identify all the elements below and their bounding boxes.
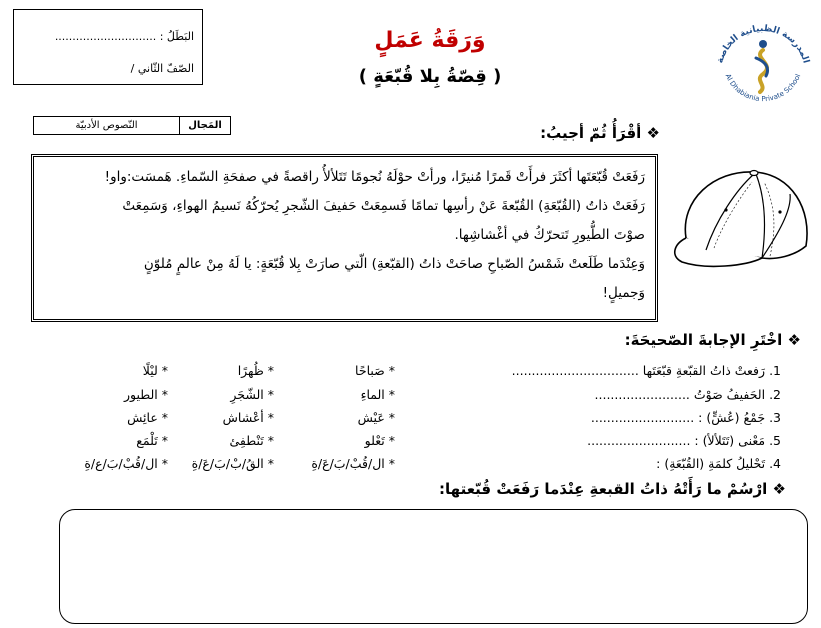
question-number: 4. — [769, 456, 781, 471]
question-text[interactable]: مَعْنى (تَتَلألأ) : .......................... — [587, 433, 766, 448]
answer-option[interactable]: * تَنْطفِئ — [229, 433, 274, 448]
answer-option[interactable]: * ظُهرًا — [237, 363, 274, 378]
question-text[interactable]: تَحْليلُ كلمَةِ (القُبّعَةِ) : — [656, 456, 766, 471]
section-read-heading — [540, 124, 660, 142]
question-number: 2. — [769, 387, 781, 402]
story-line: وَجميلٍ! — [602, 285, 645, 301]
answer-option[interactable]: * الطيور — [123, 387, 168, 402]
story-line: وَعِنْدَما طَلَعتْ شَمْسُ الصّباحِ صاحَتْ ذاتُ (القبّعةِ) الّتي صارَتْ بِلا قُبّعَةٍ: يا لَهُ مِنْ عالمٍ مُلوّنٍ — [143, 256, 645, 272]
answer-option[interactable]: * ال/قُبْ/بَ/عَ/ةِ — [311, 456, 395, 471]
section-read-title: أقْرَأُ ثُمّ أجيبُ: — [540, 124, 642, 142]
question-number: 1. — [769, 363, 781, 378]
cap-illustration — [666, 160, 818, 280]
question-text[interactable]: الحَفيفُ صَوْتُ ........................ — [594, 387, 766, 402]
answer-option[interactable]: * عَيْش — [357, 410, 395, 425]
story-text-box — [31, 154, 658, 322]
class-field[interactable]: الصّفّ الثّاني / — [130, 62, 194, 75]
answer-option[interactable]: * ليْلًا — [142, 363, 168, 378]
answer-option[interactable]: * الماءِ — [360, 387, 395, 402]
question-row — [512, 363, 781, 385]
answer-option[interactable]: * تَعْلو — [364, 433, 395, 448]
story-line: رَفَعَتْ ذاتُ (القُبّعَةِ) القُبّعةَ عَنْ رأسِها تمامًا فَسمِعَتْ حَفيفَ الشّجرِ يُحرّكُهُ نَسيمُ الهواءِ، وَسَمِعَتْ — [122, 198, 645, 214]
cap-icon — [666, 160, 818, 280]
question-text[interactable]: رَفعتْ ذاتُ القبّعةِ قبّعَتَها ................................ — [511, 363, 766, 378]
section-draw-title: ارْسُمْ ما رَأَتْهُ ذاتُ القبعةِ عِنْدَما رَفَعَتْ قُبّعتها: — [439, 480, 768, 498]
school-logo — [708, 6, 818, 116]
diamond-bullet-icon: ❖ — [646, 124, 660, 142]
question-number: 5. — [769, 433, 781, 448]
question-row — [595, 387, 781, 409]
section-choose-title: اخْتَرِ الإجابةَ الصّحيحَةَ: — [624, 331, 783, 349]
question-number: 3. — [769, 410, 781, 425]
section-choose-heading — [625, 331, 801, 349]
logo-text-arabic: المدرسة الظبيانية الخاصة — [715, 23, 811, 65]
story-line: صوْتَ الطُّيورِ تَتحرّكُ في أغْشاشِها. — [454, 227, 645, 243]
answer-option[interactable]: * ال/قُبْ/بَ/ع/ةِ — [84, 456, 168, 471]
question-text[interactable]: جَمْعُ (عُشٍّ) : .......................... — [590, 410, 766, 425]
section-draw-heading — [439, 480, 786, 498]
page-subtitle: ( قِصّةُ بِلا قُبّعَةٍ ) — [358, 66, 502, 87]
story-line: رَفَعَتْ قُبّعَتَها أكثَرَ فرأَتْ قَمرًا مُنيرًا، ورأتْ حوْلَهُ نُجومًا تَتَلألأُ راقصةً في صفحَةِ السّماءِ. هَمسَت:واو! — [104, 169, 645, 185]
school-logo-icon — [708, 6, 818, 116]
question-row — [591, 410, 781, 432]
student-info-box — [13, 9, 203, 85]
hero-name-field[interactable]: البَطَلُ : ............................. — [54, 30, 194, 43]
answer-option[interactable]: * الشّجَرِ — [230, 387, 274, 402]
answer-option[interactable]: * أعْشاش — [222, 410, 274, 425]
field-value: النّصوص الأدبيّة — [75, 120, 138, 131]
diamond-bullet-icon: ❖ — [787, 331, 801, 349]
drawing-area[interactable] — [59, 509, 808, 624]
diamond-bullet-icon: ❖ — [772, 480, 786, 498]
logo-text-english: Al Dhabiania Private School — [723, 72, 803, 104]
answer-option[interactable]: * القُ/بْ/بَ/عَ/ةِ — [191, 456, 274, 471]
question-row — [587, 433, 781, 455]
question-row — [656, 456, 781, 478]
page-title: وَرَقَةُ عَمَلٍ — [374, 28, 486, 53]
answer-option[interactable]: * صَباحًا — [355, 363, 395, 378]
field-label: المَجال — [179, 117, 230, 134]
field-box — [33, 116, 231, 135]
answer-option[interactable]: * عائِش — [127, 410, 168, 425]
answer-option[interactable]: * تَلْمَع — [136, 433, 168, 448]
